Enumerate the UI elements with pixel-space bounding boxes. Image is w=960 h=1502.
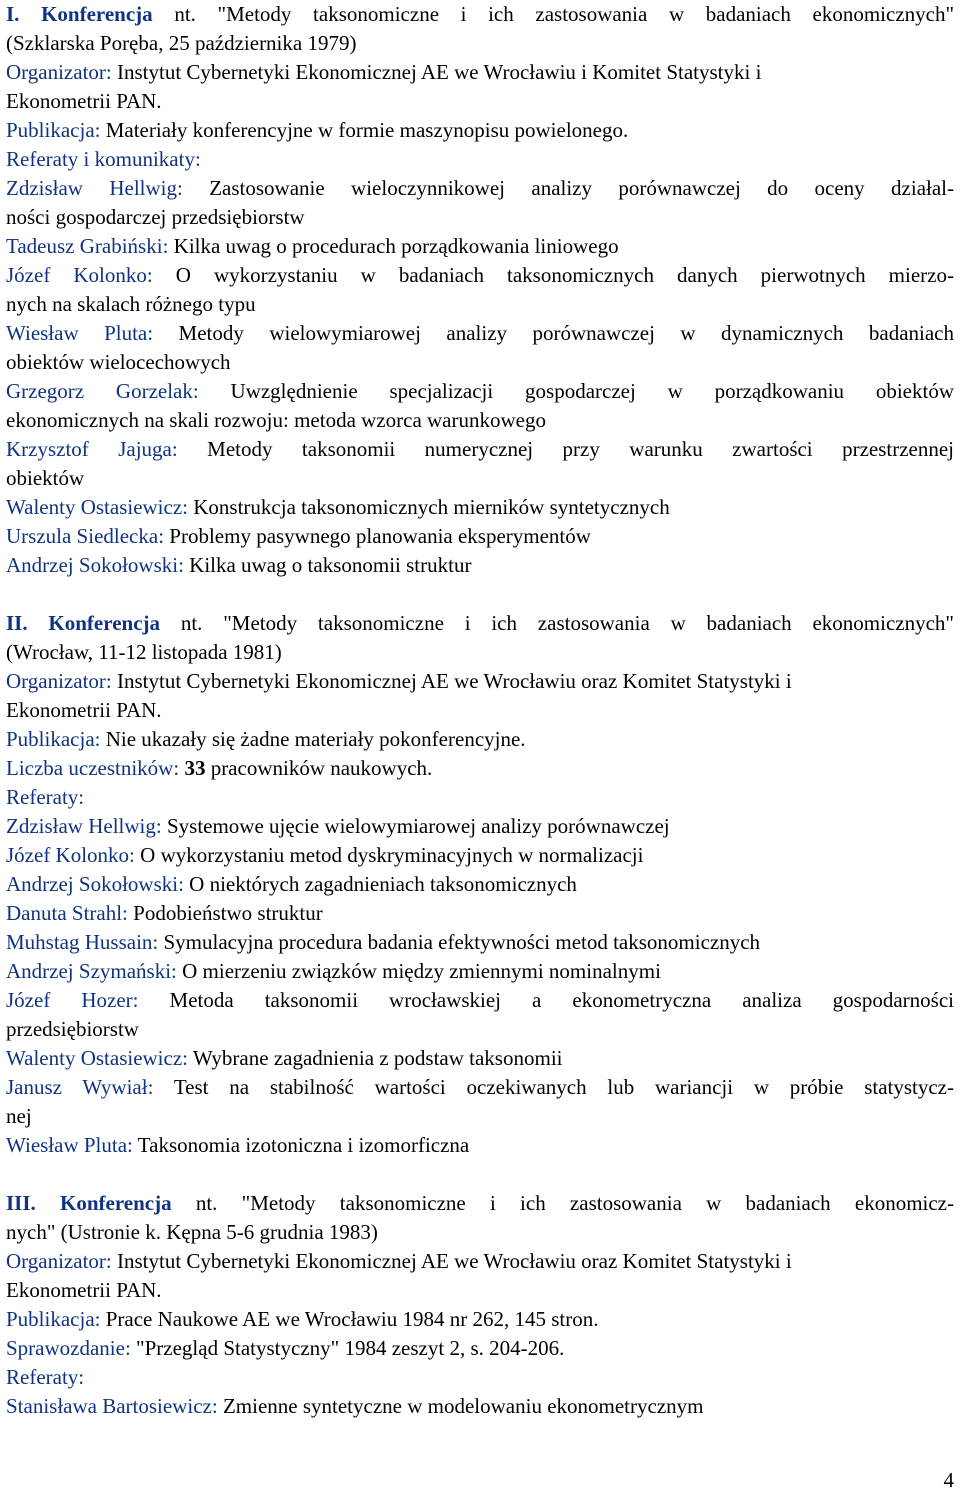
paper-entry [6,1044,954,1073]
paper-entry [6,986,954,1044]
paper-title: Test na stabilność wartości oczekiwanych lub wariancji w próbie statystycz- [173,1075,954,1099]
paper-author: Andrzej Sokołowski: [6,553,184,577]
paper-title: Symulacyjna procedura badania efektywności metod taksonomicznych [163,930,761,954]
paper-line [6,1073,954,1102]
conference-3-publication: Publikacja: Prace Naukowe AE we Wrocławiu 1984 nr 262, 145 stron. [6,1307,599,1331]
paper-title-cont: ności gospodarczej przedsiębiorstw [6,205,305,229]
paper-title-cont: nej [6,1104,32,1128]
paper-entry [6,841,954,870]
paper-author: Andrzej Szymański: [6,959,177,983]
paper-author: Walenty Ostasiewicz: [6,495,188,519]
conference-2-organizer: Organizator: Instytut Cybernetyki Ekonomicznej AE we Wrocławiu oraz Komitet Statystyki i [6,669,792,693]
paper-line [6,957,954,986]
paper-author: Wiesław Pluta: [6,1133,133,1157]
paper-entry [6,870,954,899]
paper-line [6,522,954,551]
paper-entry [6,928,954,957]
paper-author: Józef Hozer: [6,988,139,1012]
paper-author: Zdzisław Hellwig: [6,814,162,838]
paper-author: Muhstag Hussain: [6,930,159,954]
paper-entry [6,522,954,551]
paper-entry [6,1131,954,1160]
paper-title: Wybrane zagadnienia z podstaw taksonomii [192,1046,563,1070]
paper-title-cont: przedsiębiorstw [6,1017,139,1041]
paper-title: Podobieństwo struktur [133,901,323,925]
paper-title: Taksonomia izotoniczna i izomorficzna [137,1133,470,1157]
conference-3-organizer-cont: Ekonometrii PAN. [6,1278,162,1302]
paper-line [6,928,954,957]
paper-author: Urszula Siedlecka: [6,524,165,548]
paper-title-cont: ekonomicznych na skali rozwoju: metoda wzorca warunkowego [6,408,546,432]
paper-author: Józef Kolonko: [6,843,135,867]
paper-title: O wykorzystaniu w badaniach taksonomicznych danych pierwotnych mierzo- [175,263,954,287]
page-number: 4 [943,1468,954,1492]
paper-line [6,986,954,1015]
paper-author: Wiesław Pluta: [6,321,154,345]
conference-2-participants: Liczba uczestników: 33 pracowników naukowych. [6,756,433,780]
paper-title: Kilka uwag o procedurach porządkowania liniowego [173,234,619,258]
paper-title: Zmienne syntetyczne w modelowaniu ekonometrycznym [222,1394,704,1418]
paper-title: Zastosowanie wieloczynnikowej analizy porównawczej do oceny działal- [209,176,955,200]
paper-title: Systemowe ujęcie wielowymiarowej analizy porównawczej [166,814,670,838]
paper-entry [6,1392,954,1421]
conference-1-organizer-cont: Ekonometrii PAN. [6,89,162,113]
paper-author: Janusz Wywiał: [6,1075,154,1099]
paper-title: O wykorzystaniu metod dyskryminacyjnych w normalizacji [140,843,644,867]
conference-3-papers-label: Referaty: [6,1365,85,1389]
paper-line [6,232,954,261]
conference-2-publication: Publikacja: Nie ukazały się żadne materiały pokonferencyjne. [6,727,526,751]
conference-2 [6,609,954,1160]
paper-line [6,1044,954,1073]
paper-line [6,870,954,899]
paper-title: Problemy pasywnego planowania eksperymentów [169,524,591,548]
paper-line [6,1131,954,1160]
paper-title: O niektórych zagadnieniach taksonomicznych [189,872,577,896]
paper-entry [6,1073,954,1131]
conference-3 [6,1189,954,1421]
conference-3-title: III. Konferencja nt. "Metody taksonomiczne i ich zastosowania w badaniach ekonomicz- [6,1191,954,1215]
paper-line [6,319,954,348]
paper-line [6,899,954,928]
paper-author: Walenty Ostasiewicz: [6,1046,188,1070]
paper-line [6,174,954,203]
conference-1-papers [6,174,954,580]
conference-2-title: II. Konferencja nt. "Metody taksonomiczne i ich zastosowania w badaniach ekonomicznych" [6,611,955,635]
paper-author: Stanisława Bartosiewicz: [6,1394,218,1418]
section-spacer [6,580,954,609]
paper-entry [6,551,954,580]
paper-line [6,493,954,522]
conference-3-title-cont: nych" (Ustronie k. Kępna 5-6 grudnia 1983) [6,1220,378,1244]
paper-title: O mierzeniu związków między zmiennymi nominalnymi [182,959,661,983]
paper-title: Metody taksonomii numerycznej przy warunku zwartości przestrzennej [207,437,955,461]
paper-title-cont: obiektów [6,466,85,490]
conference-2-organizer-cont: Ekonometrii PAN. [6,698,162,722]
conference-3-papers [6,1392,954,1421]
conference-1 [6,0,954,580]
paper-entry [6,319,954,377]
conference-1-organizer: Organizator: Instytut Cybernetyki Ekonomicznej AE we Wrocławiu i Komitet Statystyki i [6,60,762,84]
paper-title: Konstrukcja taksonomicznych mierników syntetycznych [193,495,670,519]
paper-entry [6,493,954,522]
conference-1-title: I. Konferencja nt. "Metody taksonomiczne i ich zastosowania w badaniach ekonomicznych" [6,2,955,26]
paper-line [6,435,954,464]
paper-line [6,261,954,290]
paper-line [6,812,954,841]
conference-2-place-date: (Wrocław, 11-12 listopada 1981) [6,640,282,664]
paper-entry [6,261,954,319]
paper-entry [6,377,954,435]
paper-line [6,377,954,406]
paper-title-cont: nych na skalach różnego typu [6,292,256,316]
paper-author: Krzysztof Jajuga: [6,437,178,461]
paper-title: Kilka uwag o taksonomii struktur [189,553,472,577]
paper-author: Tadeusz Grabiński: [6,234,169,258]
paper-author: Danuta Strahl: [6,901,128,925]
paper-line [6,1392,954,1421]
conference-1-publication: Publikacja: Materiały konferencyjne w formie maszynopisu powielonego. [6,118,629,142]
paper-entry [6,957,954,986]
paper-entry [6,435,954,493]
paper-entry [6,812,954,841]
paper-line [6,841,954,870]
paper-title: Metoda taksonomii wrocławskiej a ekonometryczna analiza gospodarności [169,988,954,1012]
conference-1-place-date: (Szklarska Poręba, 25 października 1979) [6,31,357,55]
conference-1-papers-label: Referaty i komunikaty: [6,147,201,171]
paper-entry [6,174,954,232]
paper-title: Uwzględnienie specjalizacji gospodarczej w porządkowaniu obiektów [230,379,955,403]
paper-entry [6,232,954,261]
paper-title: Metody wielowymiarowej analizy porównawczej w dynamicznych badaniach [178,321,955,345]
paper-author: Józef Kolonko: [6,263,153,287]
paper-author: Zdzisław Hellwig: [6,176,183,200]
paper-author: Andrzej Sokołowski: [6,872,184,896]
conference-3-organizer: Organizator: Instytut Cybernetyki Ekonomicznej AE we Wrocławiu oraz Komitet Statystyki i [6,1249,792,1273]
conference-2-papers [6,812,954,1160]
paper-author: Grzegorz Gorzelak: [6,379,199,403]
section-spacer [6,1160,954,1189]
conference-2-papers-label: Referaty: [6,785,85,809]
paper-line [6,551,954,580]
paper-entry [6,899,954,928]
conference-3-report: Sprawozdanie: "Przegląd Statystyczny" 1984 zeszyt 2, s. 204-206. [6,1336,565,1360]
document-page [6,0,954,1502]
paper-title-cont: obiektów wielocechowych [6,350,231,374]
